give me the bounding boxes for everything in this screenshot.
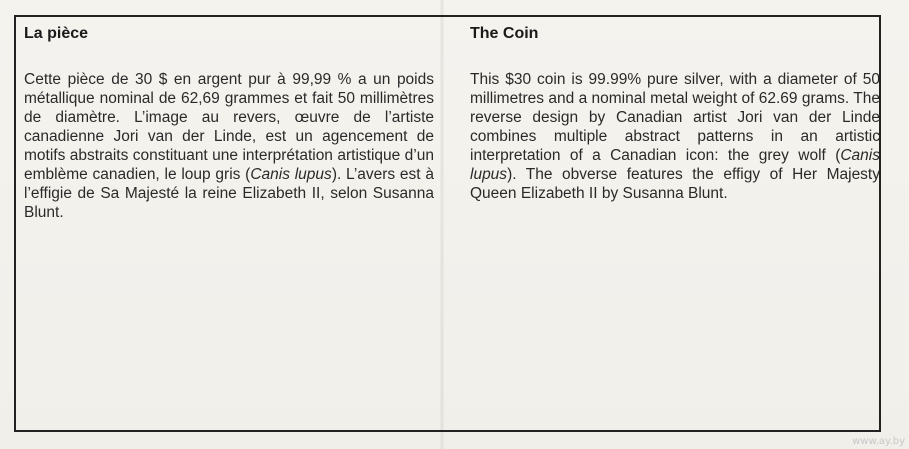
english-text-part2: ). The obverse features the effigy of Her Majesty Queen Elizabeth II by Susanna Blunt. [470, 166, 880, 202]
english-column [470, 24, 880, 203]
french-column [24, 24, 434, 222]
english-text-part1: This $30 coin is 99.99% pure silver, with a diameter of 50 millimetres and a nominal metal weight of 62.69 grams. The reverse design by Canadian artist Jori van der Linde combines multiple abstract patterns in an artistic interpretation of a Canadian icon: the grey wolf ( [470, 71, 880, 164]
site-watermark: www.ay.by [852, 436, 905, 447]
french-text-part2: ). L’avers est à l’effigie de Sa Majesté la reine Elizabeth II, selon Susanna Blunt. [24, 166, 435, 221]
english-species-name: Canis lupus [470, 147, 880, 183]
french-species-name: Canis lupus [250, 166, 332, 183]
french-description [24, 70, 434, 222]
french-heading: La pièce [24, 25, 89, 42]
english-description [470, 70, 880, 203]
english-heading: The Coin [470, 25, 539, 42]
french-text-part1: Cette pièce de 30 $ en argent pur à 99,99 % a un poids métallique nominal de 62,69 grammes et fait 50 millimètres de diamètre. L’image au revers, œuvre de l’artiste canadienne Jori van der Linde, est un agencement de motifs abstraits constituant une interprétation artistique d’un emblème canadien, le loup gris ( [24, 71, 434, 183]
